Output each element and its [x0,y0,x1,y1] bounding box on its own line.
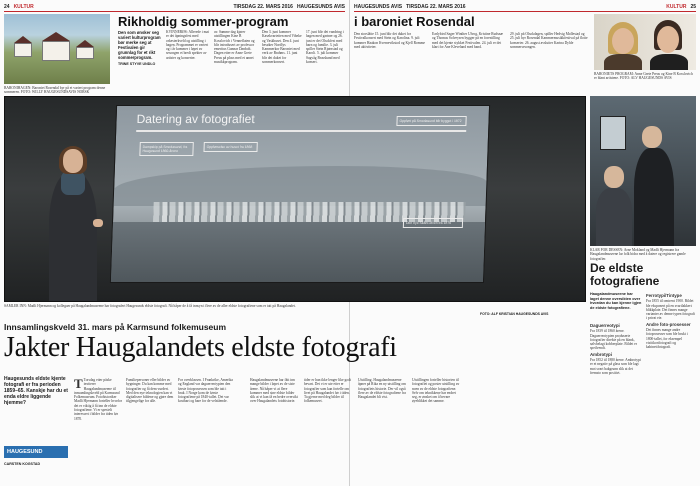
section-label: KULTUR [666,3,687,10]
houses-caption: BARONIHAGEN: Baroniet Rosendal byr på et variert program denne sommeren. FOTO: WILLY HAUGESUNDSAVIS NORSK [4,86,106,95]
feature-column-1 [590,322,642,486]
rosendal-column-1: Den storslåtte 15. juni blir det duket for Festivalkonsert med Stein og Karolina. 9. juli kommer Haakon Kvernevikstod og Kjell Romme med aktiviteter. [354,32,425,49]
subhead-andre: Andre foto-prosesser [646,321,691,327]
summer-column-1: KVINNERØS: Allerede i mai er det åpningsfest med orkesterkveld og utstilling i hagen. Programmet er variert og i år kommer i løpet av sesongen et bredt spekter av artister og konserter. [166,30,210,60]
paper-name: HAUGESUNDS AVIS [354,3,403,10]
timeline-box-1: Dampskip på Smedasund, fra Haugesund 1860-årene [139,142,193,156]
left-page-header [4,2,345,12]
summer-author: TRINE STYVE UNDLO [118,62,156,66]
main-column-4: Haugalandmuseene har fått inn mange bilder i løpet av de siste årene. Nå håper vi at flere kommer med sine eldste bilder slik at vi kan få en bedre oversikt over Haugalandets fotohistorie. [250,378,298,404]
paper-name: HAUGESUNDS AVIS [296,3,345,10]
right-page-header [354,2,696,12]
main-column-1-text: Torsdag etter påske inviterer Haugalandmuseene til innsamlingskveld på Karmsund Folkemuseum. Fotohistoriker Madli Hjermann forteller hvorfor det er viktig å få inn de eldste fotografiene. Vi er spesielt interessert i bilder fra tiden før 1870. [74,378,122,421]
feature-photo [590,96,696,246]
main-headline: Jakter Haugalandets eldste fotografi [4,332,397,363]
timeline-box-4: Oppført på Smedasund blir bygget i 1872 [396,116,466,126]
exhibition-photo [4,96,586,302]
photo-credit: FOTO: ALF KRISTIAN HAUGESUNDS AVIS [480,312,549,316]
summer-column-4: 17. juni blir det vandring i hagen med gartner og 26. juni er det Olsokfest med barn og familie. 3. juli spiller Stein Rjørnstad og Karoli. 5. juli kommer Sagvåg Brassband med konsert. [306,30,344,65]
subhead-ambrotypi: Ambrotypi [590,351,612,357]
main-column-1 [74,378,122,482]
main-kicker: Innsamlingskveld 31. mars på Karmsund folkemuseum [4,322,227,332]
text-ferrotypi: Fra 1855 til omtrent 1900. Bildet ble eksponert på en svartlakkert blikkplate. Det finnes mange varianter av denne typen fotografi i privat eie. [646,299,695,321]
portrait-caption: BARONIETS PROGRAM: Anne Grete Preus og Kine B Kosslovich er blant artistene. FOTO: ALV HAUGESUNDS AVIS [594,72,693,81]
presenter [43,149,103,302]
issue-date: TIRSDAG 22. MARS 2016 [233,3,293,10]
projection-screen [110,105,490,283]
drop-cap: T [74,378,83,391]
sidebar-question: Haugesunds eldste kjente fotografi er fra perioden 1859–65. Kanskje har du et enda eldre liggende hjemme? [4,376,68,406]
issue-date: TIRSDAG 22. MARS 2016 [406,3,466,10]
feature-column-2 [646,292,696,482]
section-label: KULTUR [13,3,34,10]
timeline-box-3: Den nye Skåre-elven fra 1870 [403,218,463,228]
main-column-5: tider er han ikke lenger like godt bevart. Det vi er ute etter er fotografier som kan fortelle om livet på Haugalandet før i tiden. Ta gjerne med deg bilder til folkemuseet. [304,378,351,404]
rosendal-headline: i baroniet Rosendal [354,14,475,29]
page-number: 25 [690,3,696,10]
text-ambrotypi: Fra 1852 til 1880 årene. Ambrotypi er et negativ på glass som ble lagt mot svart bakgrunn slik at det fremsto som positivt. [590,358,641,375]
subhead-daguerreotypi: Daguerreotypi [590,323,620,328]
main-column-3: For overklassen. I Frankrike, Amerika og England var daguerreotypien den første fotoprosessen som ble tatt i bruk. I Norge kom de første fotografiene på 1840-tallet. Det var kostbart og bare for de velstående. [178,378,233,404]
timeline-line [136,130,466,132]
text-daguerreotypi: Fra 1839 til 1860 årene. Daguerreotypien produserte fotografier direkte på en blank, sølvbelagt kobberplate. Bildet er speilvendt. [590,329,637,351]
main-column-6: Utstilling. Haugalandmuseene åpner på Rika en ny utstilling om fotografiets historie. Der vil også flere av de eldste fotografiene fra Haugalandet bli vist. [358,378,406,400]
timeline-box-2: Oppførselse av huset fra 1868 [203,142,257,152]
location-tag: HAUGESUND [4,446,68,458]
screen-title: Datering av fotografiet [136,112,255,126]
feature-caption: KLAR FOR DESSEN: Arne Mokland og Madli Hjermann fra Haugalandmuseene lar folk bidra med å datere og registrere gamle fotografier. [590,248,686,261]
main-column-7: Utstillingen forteller historien til fotografiet og poster utstilling av noen av de eldste fotografiene. Selv om teknikkene har endret seg, er ønsket om å bevare øyeblikket det samme. [412,378,460,404]
summer-headline: Rikholdig sommer-program [118,14,289,29]
main-column-2: Familiepersoner eller bilder av bygninger. Du kan komme med fotografier og få dem vurdert. Med den nye teknologien kan vi digitalisere bildene og gjøre dem tilgjengelige for alle. [126,378,174,404]
subhead-ferrotypi: Ferrotypi/Tintype [646,293,682,298]
feature-lede: Haugalandmuseene har laget denne oversikten over hvordan du kan kjenne igjen de eldste fotografiene. [590,292,642,310]
artist-portrait [594,14,696,70]
page-number: 24 [4,3,10,10]
photo-caption: SAMLER INN: Madli Hjermann og kollegaer på Haugalandmuseene har fotografert Haugesunds eldste fotografi. Nå håper de å få innsyn i flere av de aller eldste fotografiene som er tatt på Haugalandet. [4,304,296,308]
feature-headline: De eldste fotografiene [590,261,660,288]
summer-column-3: Den 3. juni kommer Kasekvartetten med Vibeke og Vaskhuset. Den 4. juni besøker Nordlys Kammerkor Baroniet med verk av Brahms. 11. juni blir det duket for sommerkonsert. [262,30,302,65]
byline: CARSTEN KOGSTAD [4,462,41,466]
text-andre: Det finnes mange andre fotoprosesser som ble brukt i 1800-tallet, for eksempel visittkortfotografi og kabinettfotografi. [646,328,688,350]
rosendal-column-2: Earlybird Sager Winther Ulvog, Kristine Rudsnæ og Thomas Solveysen bygger på en forestilling med det kjente stykket Festivalen. 24. juli er det klart for Ane Kleveland med band. [432,32,503,49]
summer-column-2: av. Samme dag kjører utstillingen Kine B Kosslovich i Venneflaten og blir introdusert av professor emeritus Gunnar Danbolt. Dagen etter er Anne Grete Preus på plass med et annet musikkprogram. [214,30,255,65]
rosendal-column-3: 29. juli på Olsokdagen, spiller Hedvig Mollestad og 25. juli byr Rosendal Kammermusikkfestival på flotte konserter. 26. august avslutter Karina Dyhle sommersesongen. [510,32,588,49]
summer-lede: Den som ønsker seg variert kulturprogram bør merke seg at Festivalen gir grunnlag for et rikt sommerprogram. [118,30,161,60]
houses-photo [4,14,110,84]
